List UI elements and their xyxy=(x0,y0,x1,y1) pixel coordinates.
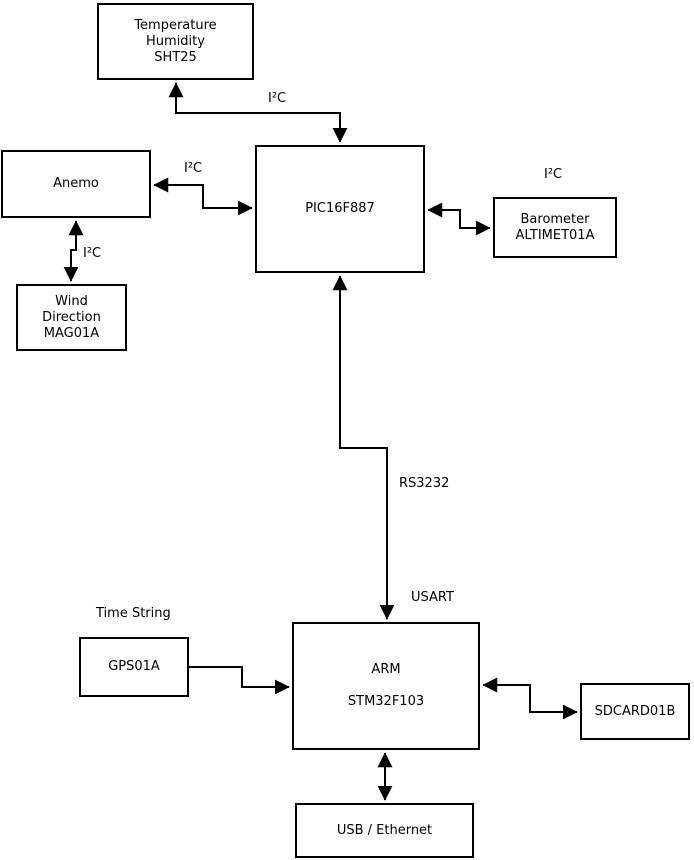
box-label: SDCARD01B xyxy=(594,703,676,719)
barometer-altimet01a-box xyxy=(493,197,617,258)
sdcard01b-box xyxy=(580,683,690,740)
box-label: Humidity xyxy=(146,33,205,49)
box-label: Wind xyxy=(55,293,88,309)
connector-anemo-wind-arrow xyxy=(71,221,76,281)
box-label: ALTIMET01A xyxy=(515,227,595,243)
i2c-label-wind-direction: I²C xyxy=(83,246,102,261)
connector-arm-sdcard-arrow xyxy=(483,685,577,712)
box-label: USB / Ethernet xyxy=(336,822,433,838)
time-string-label: Time String xyxy=(96,606,171,621)
rs3232-label: RS3232 xyxy=(399,476,450,491)
i2c-label-anemo: I²C xyxy=(184,161,203,176)
connector-pic-arm-arrow xyxy=(340,276,387,619)
pic16f887-box xyxy=(255,145,425,273)
connector-pic-barometer-arrow xyxy=(428,210,490,228)
box-label: Direction xyxy=(42,309,101,325)
i2c-label-barometer: I²C xyxy=(544,167,563,182)
connector-temperature-pic-arrow xyxy=(176,83,340,142)
box-label: Barometer xyxy=(520,211,590,227)
box-label: ARM xyxy=(371,662,401,677)
box-label: STM32F103 xyxy=(347,694,425,709)
gps01a-box xyxy=(79,637,189,697)
usb-ethernet-box xyxy=(295,803,474,858)
box-label: Anemo xyxy=(53,176,99,191)
i2c-label-temperature: I²C xyxy=(268,91,287,106)
box-label: Temperature xyxy=(134,17,217,33)
wind-direction-mag01a-box xyxy=(16,284,127,351)
box-label: MAG01A xyxy=(43,325,100,341)
temperature-humidity-sht25-box xyxy=(97,3,254,80)
arm-stm32f103-box xyxy=(292,622,480,750)
box-label: GPS01A xyxy=(108,659,160,674)
anemo-box xyxy=(1,150,151,218)
usart-label: USART xyxy=(411,590,454,605)
connector-anemo-pic-arrow xyxy=(154,185,252,208)
box-label: PIC16F887 xyxy=(305,201,375,216)
box-label: SHT25 xyxy=(154,49,197,65)
connector-gps-arm-arrow xyxy=(189,667,289,687)
